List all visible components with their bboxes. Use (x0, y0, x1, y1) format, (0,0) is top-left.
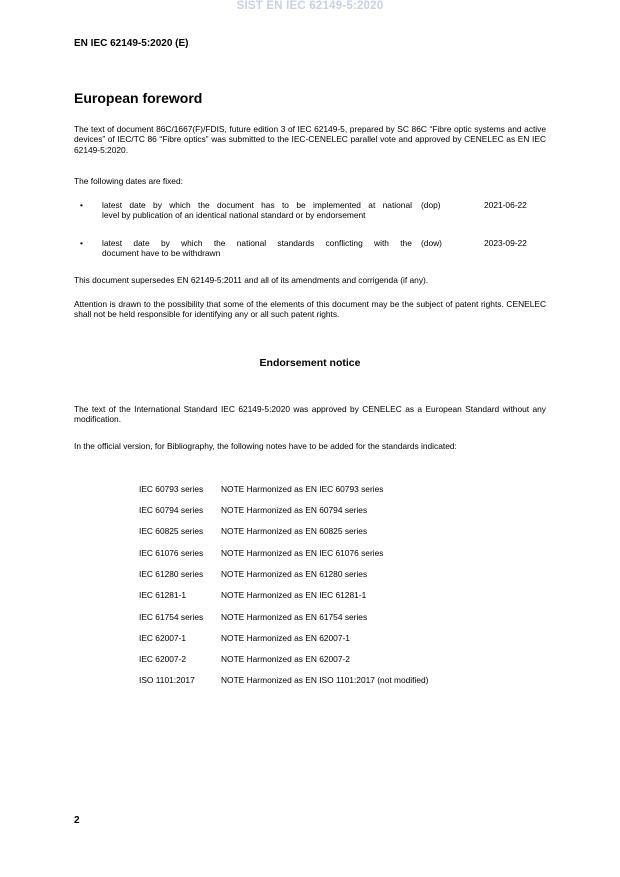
note-row (139, 526, 367, 536)
word: latest (102, 200, 123, 210)
foreword-paragraph-1: The text of document 86C/1667(F)/FDIS, future edition 3 of IEC 62149-5, prepared by SC 86C “Fibre optic systems and active devices” of IEC/TC 86 “Fibre optics” was submitted to the IEC-CENELEC parallel vote and approved by CENELEC as EN IEC 62149-5:2020. (74, 124, 546, 155)
dow-line-2: document have to be withdrawn (102, 248, 221, 259)
note-text: NOTE Harmonized as EN IEC 60793 series (221, 484, 384, 494)
word: standards (277, 238, 315, 248)
word: national (382, 200, 412, 210)
word: date (133, 238, 150, 248)
word: to (281, 200, 289, 210)
note-standard: IEC 62007-1 (139, 633, 187, 643)
word: with (374, 238, 389, 248)
dop-date: 2021-06-22 (484, 200, 527, 210)
word: by (160, 238, 170, 248)
dow-date: 2023-09-22 (484, 238, 527, 248)
watermark: SIST EN IEC 62149-5:2020 (236, 0, 384, 12)
word: be (296, 200, 306, 210)
bullet-dop: • (80, 200, 83, 210)
note-text: NOTE Harmonized as EN 61280 series (221, 569, 368, 579)
patent-paragraph: Attention is drawn to the possibility that some of the elements of this document may be the subject of patent rights. CENELEC shall not be held responsible for identifying any or all such patent rights. (74, 299, 546, 320)
dop-code: (dop) (421, 200, 441, 210)
note-row (139, 633, 350, 643)
note-standard: IEC 60825 series (139, 526, 204, 536)
word: implemented (313, 200, 361, 210)
word: at (368, 200, 376, 210)
dates-intro: The following dates are fixed: (74, 176, 183, 186)
endorsement-paragraph-1: The text of the International Standard IEC 62149-5:2020 was approved by CENELEC as a European Standard without any modification. (74, 404, 546, 425)
note-row (139, 548, 383, 558)
word: the (400, 238, 412, 248)
note-row (139, 590, 366, 600)
note-standard: IEC 61280 series (139, 569, 204, 579)
dop-line-1 (102, 200, 412, 210)
note-text: NOTE Harmonized as EN IEC 61076 series (221, 548, 384, 558)
note-row (139, 612, 367, 622)
word: document (217, 200, 254, 210)
foreword-heading: European foreword (74, 90, 203, 106)
endorsement-heading: Endorsement notice (259, 357, 361, 369)
note-standard: ISO 1101:2017 (139, 675, 195, 685)
page-number: 2 (74, 815, 80, 826)
note-standard: IEC 61076 series (139, 548, 204, 558)
note-row (139, 484, 383, 494)
supersedes-paragraph: This document supersedes EN 62149-5:2011 and all of its amendments and corrigenda (if any). (74, 275, 429, 285)
note-row (139, 675, 428, 685)
word: the (213, 238, 226, 248)
word: the (198, 200, 210, 210)
note-text: NOTE Harmonized as EN 60794 series (221, 505, 368, 515)
word: date (129, 200, 146, 210)
note-standard: IEC 61281-1 (139, 590, 187, 600)
dop-description (102, 200, 412, 221)
note-standard: IEC 60793 series (139, 484, 204, 494)
note-text: NOTE Harmonized as EN 62007-2 (221, 654, 350, 664)
word: by (153, 200, 162, 210)
note-row (139, 505, 367, 515)
word: conflicting (325, 238, 363, 248)
dop-line-2: level by publication of an identical national standard or by endorsement (102, 210, 366, 221)
note-standard: IEC 60794 series (139, 505, 204, 515)
note-row (139, 654, 350, 664)
note-text: NOTE Harmonized as EN IEC 61281-1 (221, 590, 367, 600)
note-standard: IEC 62007-2 (139, 654, 187, 664)
note-text: NOTE Harmonized as EN 62007-1 (221, 633, 350, 643)
note-text: NOTE Harmonized as EN ISO 1101:2017 (not modified) (221, 675, 429, 685)
note-row (139, 569, 367, 579)
document-id: EN IEC 62149-5:2020 (E) (74, 38, 189, 49)
dow-code: (dow) (421, 238, 442, 248)
word: national (236, 238, 267, 248)
dow-description (102, 238, 412, 259)
word: latest (102, 238, 123, 248)
note-text: NOTE Harmonized as EN 61754 series (221, 612, 368, 622)
word: has (261, 200, 275, 210)
note-standard: IEC 61754 series (139, 612, 204, 622)
endorsement-paragraph-2: In the official version, for Bibliography, the following notes have to be added for the standards indicated: (74, 441, 457, 451)
note-text: NOTE Harmonized as EN 60825 series (221, 526, 368, 536)
bullet-dow: • (80, 238, 83, 248)
word: which (181, 238, 203, 248)
dow-line-1 (102, 238, 412, 248)
word: which (169, 200, 191, 210)
